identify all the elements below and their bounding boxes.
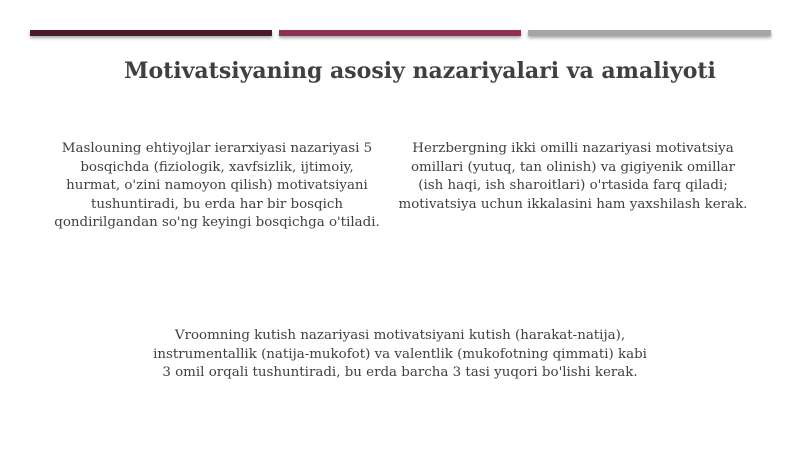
- herzberg-paragraph: Herzbergning ikki omilli nazariyasi motivatsiya omillari (yutuq, tan olinish) va gigiyenik omillar (ish haqi, ish sharoitlari) o'rtasida farq qiladi; motivatsiya uchun ikkalasini ham yaxshilash kerak.: [398, 141, 748, 212]
- slide-title: Motivatsiyaning asosiy nazariyalari va amaliyoti: [124, 58, 716, 84]
- vroom-paragraph: Vroomning kutish nazariyasi motivatsiyani kutish (harakat-natija), instrumentallik (natija-mukofot) va valentlik (mukofotning qimmati) kabi 3 omil orqali tushuntiradi, bu erda barcha 3 tasi yuqori bo'lishi kerak.: [153, 328, 647, 381]
- maslow-paragraph: Maslouning ehtiyojlar ierarxiyasi nazariyasi 5 bosqichda (fiziologik, xavfsizlik, ijtimoiy, hurmat, o'zini namoyon qilish) motivatsiyani tushuntiradi, bu erda har bir bosqich qondirilgandan so'ng keyingi bosqichga o'tiladi.: [54, 141, 380, 231]
- accent-bar-1: [30, 30, 272, 36]
- accent-bar-3: [528, 30, 771, 36]
- accent-bar-2: [279, 30, 521, 36]
